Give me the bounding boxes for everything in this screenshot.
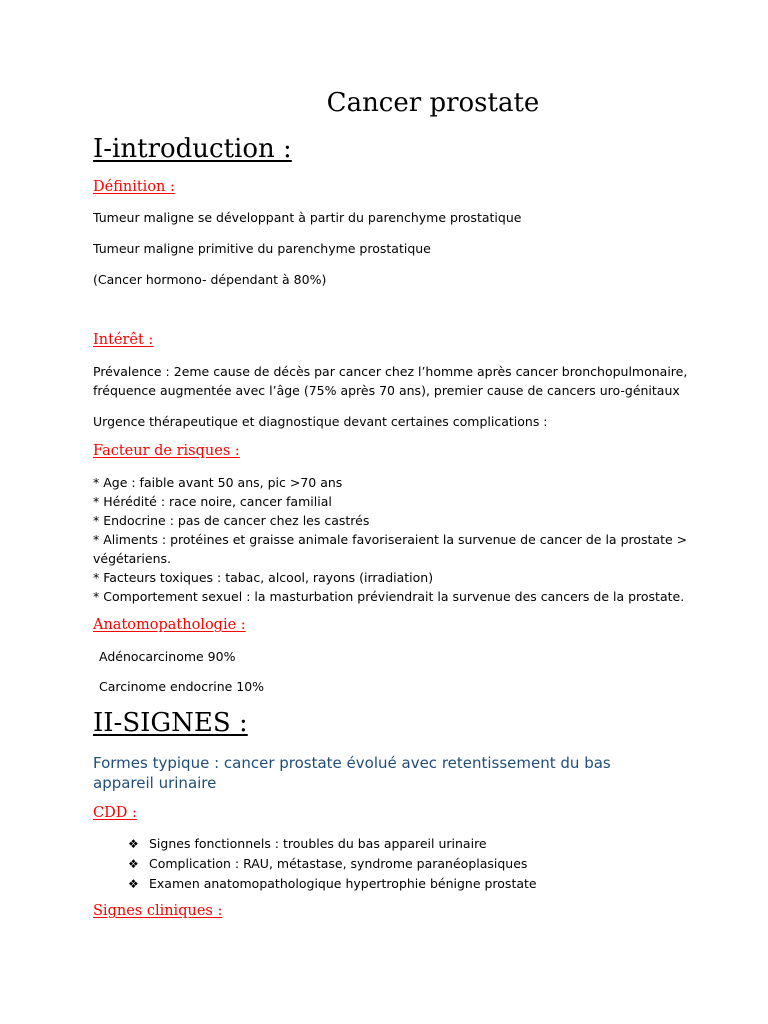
interet-heading: Intérêt : <box>93 332 154 348</box>
list-item: * Endocrine : pas de cancer chez les castrés <box>93 513 370 528</box>
subtitle-line: Formes typique : cancer prostate évolué avec retentissement du bas <box>93 754 611 772</box>
definition-line: Tumeur maligne se développant à partir du parenchyme prostatique <box>93 210 522 225</box>
signes-cliniques-heading: Signes cliniques : <box>93 903 223 919</box>
list-item-text: Signes fonctionnels : troubles du bas appareil urinaire <box>149 836 487 851</box>
list-item <box>128 854 537 874</box>
list-item-text: Examen anatomopathologique hypertrophie bénigne prostate <box>149 876 537 891</box>
list-item: * Hérédité : race noire, cancer familial <box>93 494 332 509</box>
formes-typique-subtitle <box>93 753 611 793</box>
section-heading-introduction: I-introduction : <box>93 134 292 164</box>
anapath-item: Carcinome endocrine 10% <box>99 679 265 694</box>
list-item: végétariens. <box>93 551 171 566</box>
list-item <box>128 834 537 854</box>
list-item: * Age : faible avant 50 ans, pic >70 ans <box>93 475 343 490</box>
prevalence-paragraph <box>93 362 687 400</box>
list-item: * Aliments : protéines et graisse animale favoriseraient la survenue de cancer de la prostate > <box>93 532 688 547</box>
anapath-heading: Anatomopathologie : <box>93 617 246 633</box>
diamond-bullet-icon: ❖ <box>128 837 139 851</box>
prevalence-line: fréquence augmentée avec l’âge (75% après 70 ans), premier cause de cancers uro-génitaux <box>93 383 680 398</box>
list-item-text: Complication : RAU, métastase, syndrome paranéoplasiques <box>149 856 528 871</box>
diamond-bullet-icon: ❖ <box>128 857 139 871</box>
definition-heading: Définition : <box>93 179 175 195</box>
cdd-heading: CDD : <box>93 805 137 821</box>
document-title: Cancer prostate <box>326 88 540 118</box>
facteurs-list <box>93 473 687 606</box>
list-item: * Facteurs toxiques : tabac, alcool, rayons (irradiation) <box>93 570 434 585</box>
definition-line: (Cancer hormono- dépendant à 80%) <box>93 272 327 287</box>
diamond-bullet-icon: ❖ <box>128 877 139 891</box>
prevalence-line: Prévalence : 2eme cause de décès par cancer chez l’homme après cancer bronchopulmonaire, <box>93 364 688 379</box>
anapath-item: Adénocarcinome 90% <box>99 649 236 664</box>
list-item: * Comportement sexuel : la masturbation préviendrait la survenue des cancers de la prostate. <box>93 589 685 604</box>
cdd-list <box>128 834 537 894</box>
section-heading-signes: II-SIGNES : <box>93 708 248 738</box>
list-item <box>128 874 537 894</box>
definition-line: Tumeur maligne primitive du parenchyme prostatique <box>93 241 431 256</box>
subtitle-line: appareil urinaire <box>93 774 217 792</box>
facteurs-heading: Facteur de risques : <box>93 443 240 459</box>
urgence-paragraph: Urgence thérapeutique et diagnostique devant certaines complications : <box>93 414 548 429</box>
